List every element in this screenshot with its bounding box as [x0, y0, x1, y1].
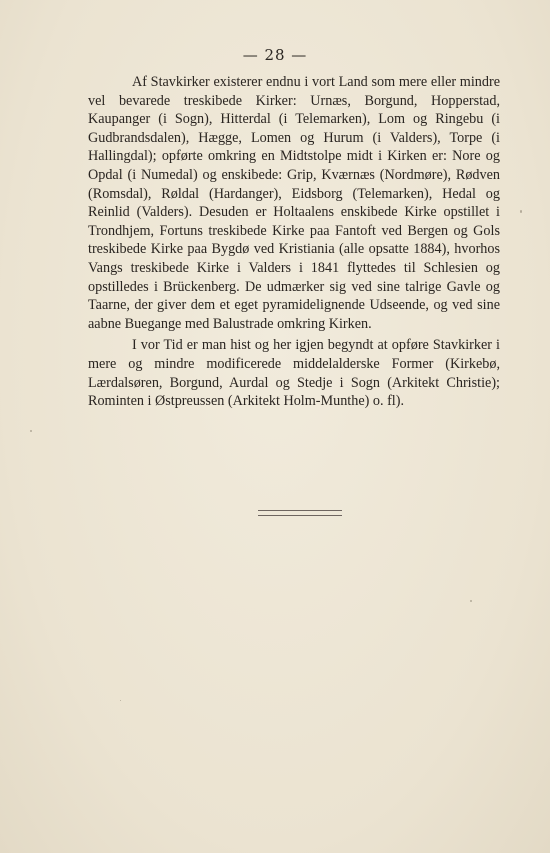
paragraph-stave-churches-existing: Af Stavkirker existerer endnu i vort Land som mere eller mindre vel bevarede treskibede Kirker: Urnæs, Borgund, Hopperstad, Kaupanger (i Sogn), Hitterdal (i Telemarken), Lom og Ringebu (i Gudbrandsdalen), Hægge, Lomen og Hurum (i Valders), Torpe (i Hallingdal); opførte omkring en Midtstolpe midt i Kirken er: Nore og Opdal (i Numedal) og enskibede: Grip, Kværnæs (Nordmøre), Rødven (Romsdal), Røldal (Hardanger), Eidsborg (Telemarken), Hedal og Reinlid (Valders). Desuden er Holtaalens enskibede Kirke opstillet i Trondhjem, Fortuns treskibede Kirke paa Fantoft ved Bergen og Gols treskibede Kirke paa Bygdø ved Kristiania (alle opsatte 1884), hvorhos Vangs treskibede Kirke i Valders i 1841 flyttedes til Schlesien og opstilledes i Brückenberg. De udmærker sig ved sine talrige Gavle og Taarne, der giver dem et eget pyramidelignende Udseende, og ved sine aabne Buegange med Balustrade omkring Kirken. [88, 74, 500, 332]
paragraph-stave-churches-modern: I vor Tid er man hist og her igjen begyndt at opføre Stavkirker i mere og mindre modificerede middelalderske Former (Kirkebø, Lærdalsøren, Borgund, Aurdal og Stedje i Sogn (Arkitekt Christie); Rominten i Østpreussen (Arkitekt Holm-Munthe) o. fl). [88, 337, 500, 410]
section-divider [258, 510, 342, 516]
body-text [88, 73, 500, 411]
page-number: — 28 — [242, 46, 308, 64]
